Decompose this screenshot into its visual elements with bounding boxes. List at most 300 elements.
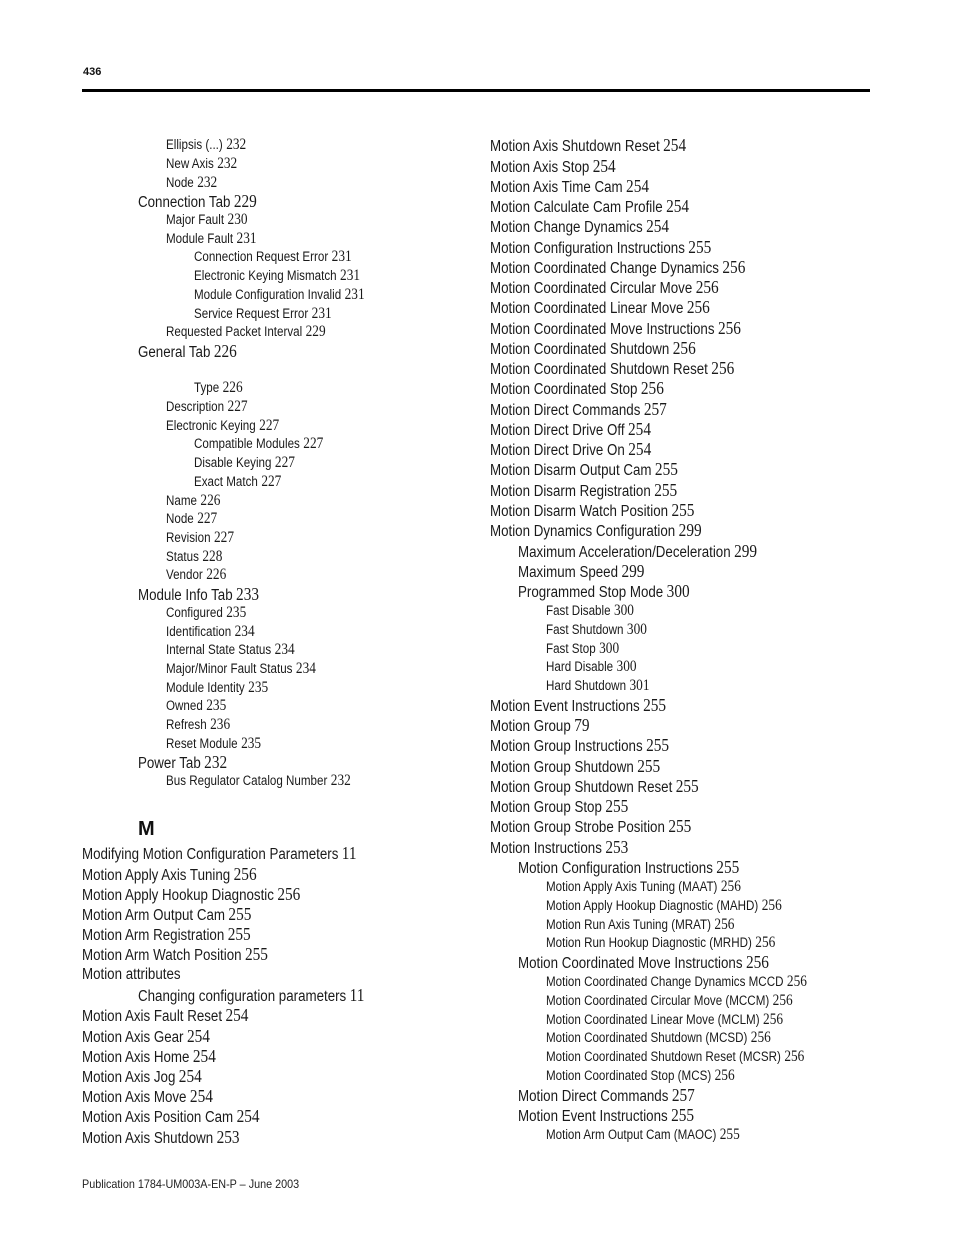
index-page-number: 227	[227, 398, 248, 415]
right-index-entry	[518, 563, 644, 581]
index-term: Motion Coordinated Circular Move (MCCM)	[546, 993, 770, 1008]
index-page-number: 256	[720, 878, 741, 895]
index-page-number: 256	[233, 864, 257, 884]
index-term: Motion Arm Output Cam (MAOC)	[546, 1127, 717, 1142]
index-page-number: 228	[202, 548, 223, 565]
index-term: Motion Coordinated Change Dynamics	[490, 260, 719, 277]
index-term: Motion Coordinated Shutdown Reset	[490, 361, 708, 378]
index-term: Node	[166, 511, 194, 526]
index-page-number: 256	[786, 973, 807, 990]
index-term: General Tab	[138, 344, 211, 361]
publication-footer: Publication 1784-UM003A-EN-P – June 2003	[82, 1177, 300, 1191]
index-term: Motion Coordinated Circular Move	[490, 280, 693, 297]
index-page-number: 256	[717, 318, 741, 338]
index-term: Electronic Keying	[166, 418, 256, 433]
right-index-entry	[490, 218, 669, 236]
index-term: Connection Tab	[138, 194, 231, 211]
index-page-number: 11	[341, 843, 357, 863]
index-term: Motion Axis Shutdown Reset	[490, 138, 660, 155]
index-page-number: 254	[186, 1026, 210, 1046]
left-index-entry	[82, 926, 251, 944]
left-index-entry	[82, 845, 357, 863]
right-index-entry	[490, 778, 699, 796]
index-page-number: 227	[259, 417, 280, 434]
left-index-entry	[166, 661, 316, 677]
index-term: Motion Run Hookup Diagnostic (MRHD)	[546, 935, 752, 950]
index-page-number: 300	[626, 621, 647, 638]
index-page-number: 257	[643, 399, 667, 419]
left-index-entry	[82, 1108, 260, 1126]
index-page-number: 226	[213, 341, 237, 361]
index-page-number: 255	[719, 1126, 740, 1143]
left-index-entry	[166, 324, 326, 340]
right-index-entry	[490, 340, 696, 358]
index-page-number: 235	[241, 735, 262, 752]
right-index-entry	[546, 1030, 771, 1046]
index-page-number: 255	[637, 756, 661, 776]
right-index-entry	[546, 641, 619, 657]
left-index-entry	[82, 1007, 248, 1025]
index-term: Type	[194, 380, 220, 395]
right-index-entry	[490, 158, 616, 176]
index-page-number: 254	[192, 1046, 216, 1066]
index-term: Motion Group	[490, 718, 571, 735]
index-term: Motion Group Shutdown	[490, 759, 634, 776]
left-index-entry	[166, 642, 295, 658]
right-index-entry	[490, 758, 660, 776]
left-index-entry	[194, 268, 360, 284]
index-term: Motion Instructions	[490, 840, 602, 857]
index-term: Vendor	[166, 567, 203, 582]
right-index-entry	[546, 603, 634, 619]
index-page-number: 231	[236, 230, 257, 247]
left-index-entry	[194, 306, 332, 322]
index-term: Motion Group Instructions	[490, 738, 643, 755]
index-term: Fast Shutdown	[546, 622, 624, 637]
index-page-number: 256	[750, 1029, 771, 1046]
index-page-number: 254	[663, 135, 687, 155]
index-term: Motion Apply Hookup Diagnostic	[82, 887, 274, 904]
index-page-number: 255	[675, 776, 699, 796]
index-page-number: 231	[344, 286, 365, 303]
index-page-number: 227	[197, 510, 218, 527]
index-page-number: 300	[613, 602, 634, 619]
index-page-number: 236	[210, 716, 231, 733]
index-term: Motion Disarm Registration	[490, 483, 651, 500]
right-index-entry	[518, 954, 769, 972]
left-index-entry	[166, 680, 268, 696]
left-index-entry	[194, 249, 352, 265]
index-term: Modifying Motion Configuration Parameters	[82, 846, 339, 863]
index-page-number: 300	[616, 658, 637, 675]
index-page-number: 234	[295, 660, 316, 677]
right-index-entry	[490, 502, 694, 520]
index-term: Description	[166, 399, 225, 414]
index-page-number: 255	[654, 459, 678, 479]
index-page-number: 232	[330, 772, 351, 789]
left-index-entry	[194, 287, 365, 303]
index-term: Motion Direct Commands	[518, 1088, 669, 1105]
left-index-entry	[138, 193, 257, 211]
index-term: Motion Event Instructions	[490, 698, 640, 715]
index-term: Motion Coordinated Linear Move (MCLM)	[546, 1012, 760, 1027]
index-page-number: 255	[646, 735, 670, 755]
index-term: Disable Keying	[194, 455, 272, 470]
index-page-number: 254	[628, 419, 651, 439]
index-term: Module Fault	[166, 231, 234, 246]
index-page-number: 299	[678, 520, 702, 540]
index-page-number: 255	[668, 816, 692, 836]
index-page-number: 254	[626, 176, 650, 196]
index-term: Motion Calculate Cam Profile	[490, 199, 663, 216]
left-index-entry	[82, 886, 300, 904]
index-page-number: 255	[671, 1105, 695, 1125]
index-term: Identification	[166, 624, 232, 639]
index-page-number: 235	[226, 604, 247, 621]
index-term: Hard Disable	[546, 659, 614, 674]
index-term: Maximum Acceleration/Deceleration	[518, 544, 731, 561]
left-index-entry	[138, 987, 364, 1005]
index-page-number: 254	[628, 439, 652, 459]
index-page-number: 254	[236, 1106, 260, 1126]
index-page-number: 254	[225, 1005, 249, 1025]
index-term: Motion Coordinated Change Dynamics MCCD	[546, 974, 784, 989]
index-page-number: 255	[716, 857, 740, 877]
index-page-number: 235	[248, 679, 269, 696]
index-page-number: 300	[599, 640, 620, 657]
index-page-number: 257	[671, 1085, 695, 1105]
left-index-entry	[166, 175, 217, 191]
index-term: Motion Coordinated Shutdown Reset (MCSR)	[546, 1049, 781, 1064]
index-page-number: 230	[227, 211, 248, 228]
index-term: Motion Axis Shutdown	[82, 1130, 214, 1147]
index-term: Motion Group Stop	[490, 799, 602, 816]
right-index-entry	[490, 299, 710, 317]
index-page-number: 256	[784, 1048, 805, 1065]
left-index-entry	[166, 698, 226, 714]
right-index-entry	[490, 461, 678, 479]
left-index-entry	[166, 493, 220, 509]
index-term: Motion Coordinated Move Instructions	[490, 321, 715, 338]
left-index-entry	[82, 906, 251, 924]
index-page-number: 255	[671, 500, 695, 520]
index-page-number: 254	[666, 196, 690, 216]
index-term: New Axis	[166, 156, 214, 171]
index-term: Connection Request Error	[194, 249, 329, 264]
index-term: Module Info Tab	[138, 587, 233, 604]
left-index-entry	[166, 624, 255, 640]
index-term: Motion Axis Move	[82, 1089, 187, 1106]
left-index-entry	[82, 1048, 216, 1066]
index-term: Motion Axis Stop	[490, 159, 590, 176]
left-index-entry	[166, 717, 230, 733]
page-number: 436	[83, 66, 102, 78]
right-index-entry	[490, 360, 734, 378]
index-term: Motion Coordinated Shutdown	[490, 341, 670, 358]
index-term: Motion Apply Hookup Diagnostic (MAHD)	[546, 898, 759, 913]
left-index-entry	[166, 736, 261, 752]
index-page-number: 226	[206, 566, 227, 583]
index-page-number: 232	[197, 174, 218, 191]
left-index-entry	[194, 436, 323, 452]
left-index-entry	[166, 567, 226, 583]
index-term: Changing configuration parameters	[138, 988, 347, 1005]
index-page-number: 256	[711, 358, 735, 378]
index-page-number: 229	[305, 323, 326, 340]
index-term: Motion Disarm Watch Position	[490, 503, 669, 520]
index-term: Revision	[166, 530, 211, 545]
left-index-entry	[166, 156, 237, 172]
index-term: Motion Arm Registration	[82, 927, 225, 944]
index-term: Motion Axis Time Cam	[490, 179, 623, 196]
index-term: Motion Coordinated Move Instructions	[518, 955, 743, 972]
right-index-entry	[518, 543, 757, 561]
left-index-entry	[82, 1129, 240, 1147]
index-term: Motion Configuration Instructions	[518, 860, 713, 877]
left-index-entry	[166, 212, 248, 228]
index-page-number: 253	[216, 1127, 240, 1147]
index-page-number: 231	[340, 267, 361, 284]
index-term: Name	[166, 493, 197, 508]
index-page-number: 256	[772, 992, 793, 1009]
index-term: Motion Axis Jog	[82, 1069, 176, 1086]
index-page-number: 254	[646, 216, 670, 236]
index-term: Motion Event Instructions	[518, 1108, 668, 1125]
right-index-entry	[490, 717, 590, 735]
index-term: Service Request Error	[194, 306, 309, 321]
index-page-number: 232	[217, 155, 238, 172]
index-page-number: 300	[666, 581, 690, 601]
header-rule	[82, 89, 870, 92]
index-page-number: 227	[261, 473, 282, 490]
index-term: Configured	[166, 605, 223, 620]
index-term: Fast Disable	[546, 603, 611, 618]
right-index-entry	[518, 583, 690, 601]
index-term: Motion Disarm Output Cam	[490, 462, 652, 479]
index-term: Motion Group Shutdown Reset	[490, 779, 673, 796]
index-term: Internal State Status	[166, 642, 272, 657]
index-page-number: 256	[722, 257, 746, 277]
index-page-number: 11	[349, 985, 365, 1005]
right-index-entry	[518, 1087, 695, 1105]
index-term: Status	[166, 549, 199, 564]
index-page-number: 227	[274, 454, 295, 471]
index-page-number: 231	[311, 305, 332, 322]
index-term: Owned	[166, 698, 203, 713]
right-index-entry	[546, 678, 649, 694]
index-page-number: 255	[228, 904, 252, 924]
right-index-entry	[490, 198, 689, 216]
left-index-entry	[166, 605, 246, 621]
index-page-number: 234	[274, 641, 295, 658]
left-index-entry	[166, 137, 246, 153]
index-page-number: 231	[331, 248, 352, 265]
index-page-number: 233	[236, 584, 260, 604]
right-index-entry	[490, 178, 649, 196]
right-index-entry	[546, 1068, 735, 1084]
index-term: Motion Arm Watch Position	[82, 947, 242, 964]
right-index-entry	[490, 441, 651, 459]
index-page-number: 256	[745, 952, 769, 972]
right-index-entry	[546, 622, 647, 638]
index-term: Motion Configuration Instructions	[490, 240, 685, 257]
index-term: Module Identity	[166, 680, 245, 695]
index-page-number: 256	[755, 934, 776, 951]
index-page-number: 299	[734, 541, 758, 561]
left-index-entry	[138, 586, 259, 604]
right-index-entry	[490, 401, 667, 419]
right-index-entry	[546, 1049, 804, 1065]
right-index-entry	[490, 421, 651, 439]
index-page-number: 227	[303, 435, 324, 452]
right-index-entry	[546, 1127, 740, 1143]
index-page-number: 232	[204, 752, 228, 772]
right-index-entry	[518, 859, 739, 877]
index-term: Exact Match	[194, 474, 258, 489]
left-index-entry	[194, 474, 281, 490]
index-term: Refresh	[166, 717, 207, 732]
index-page-number: 255	[605, 796, 629, 816]
left-index-entry	[166, 549, 222, 565]
index-term: Requested Packet Interval	[166, 324, 303, 339]
index-page-number: 256	[763, 1011, 784, 1028]
right-index-entry	[518, 1107, 694, 1125]
index-term: Node	[166, 175, 194, 190]
right-index-entry	[490, 259, 745, 277]
index-term: Ellipsis (...)	[166, 137, 223, 152]
index-term: Motion Coordinated Stop (MCS)	[546, 1068, 712, 1083]
index-page-number: 255	[244, 944, 268, 964]
index-term: Reset Module	[166, 736, 238, 751]
index-page-number: 254	[592, 156, 616, 176]
index-term: Motion Change Dynamics	[490, 219, 643, 236]
index-page-number: 232	[226, 136, 247, 153]
index-page-number: 256	[686, 297, 710, 317]
index-term: Major/Minor Fault Status	[166, 661, 293, 676]
index-page-number: 255	[227, 924, 251, 944]
right-index-entry	[546, 879, 741, 895]
index-page-number: 256	[277, 884, 301, 904]
index-page-number: 254	[189, 1086, 213, 1106]
right-index-entry	[546, 974, 807, 990]
right-index-entry	[546, 935, 775, 951]
index-term: Motion Axis Position Cam	[82, 1109, 234, 1126]
right-index-entry	[490, 482, 677, 500]
left-index-entry	[82, 1068, 202, 1086]
left-index-entry	[194, 380, 243, 396]
right-index-entry	[490, 320, 741, 338]
right-index-entry	[490, 239, 711, 257]
index-term: Compatible Modules	[194, 436, 300, 451]
right-index-entry	[546, 917, 734, 933]
index-term: Motion Direct Drive On	[490, 442, 625, 459]
index-page-number: 226	[200, 492, 221, 509]
right-index-entry	[490, 839, 628, 857]
index-term: Motion Apply Axis Tuning	[82, 867, 231, 884]
right-index-entry	[546, 993, 793, 1009]
index-term: Motion Axis Gear	[82, 1029, 184, 1046]
index-page-number: 235	[206, 697, 227, 714]
index-term: Programmed Stop Mode	[518, 584, 664, 601]
index-term: Bus Regulator Catalog Number	[166, 773, 328, 788]
left-index-entry	[166, 773, 351, 789]
index-term: Motion Coordinated Stop	[490, 381, 638, 398]
index-page-number: 299	[621, 561, 645, 581]
right-index-entry	[490, 522, 702, 540]
right-index-entry	[546, 898, 782, 914]
index-term: Motion Direct Drive Off	[490, 422, 625, 439]
index-page-number: 229	[233, 191, 257, 211]
index-term: Fast Stop	[546, 641, 596, 656]
left-index-entry	[194, 455, 295, 471]
right-index-entry	[546, 1012, 783, 1028]
index-page-number: 256	[695, 277, 719, 297]
index-term: Maximum Speed	[518, 564, 619, 581]
index-page-number: 256	[714, 916, 735, 933]
right-index-entry	[490, 818, 691, 836]
left-index-entry	[166, 530, 234, 546]
index-term: Motion Apply Axis Tuning (MAAT)	[546, 879, 718, 894]
left-index-entry	[82, 1028, 210, 1046]
left-index-entry	[166, 399, 248, 415]
index-page-number: 226	[222, 379, 243, 396]
right-index-entry	[490, 737, 669, 755]
index-page-number: 256	[761, 897, 782, 914]
left-index-entry	[166, 418, 279, 434]
index-term: Major Fault	[166, 212, 225, 227]
section-letter-heading: M	[138, 818, 155, 840]
index-term: Power Tab	[138, 755, 201, 772]
index-term: Motion Arm Output Cam	[82, 907, 225, 924]
left-index-entry	[138, 754, 227, 772]
index-page-number: 301	[629, 677, 650, 694]
index-page-number: 234	[234, 623, 255, 640]
index-term: Motion Coordinated Linear Move	[490, 300, 684, 317]
index-term: Motion Coordinated Shutdown (MCSD)	[546, 1030, 748, 1045]
right-index-entry	[490, 380, 664, 398]
index-page-number: 254	[178, 1066, 202, 1086]
index-term: Motion Direct Commands	[490, 402, 641, 419]
index-page-number: 255	[688, 237, 712, 257]
right-index-entry	[546, 659, 637, 675]
index-term: Motion Axis Home	[82, 1049, 190, 1066]
index-page-number: 256	[714, 1067, 735, 1084]
right-index-entry	[490, 798, 628, 816]
index-term: Hard Shutdown	[546, 678, 627, 693]
index-page-number: 79	[574, 715, 590, 735]
right-index-entry	[490, 697, 666, 715]
index-term: Motion attributes	[82, 966, 181, 983]
index-term: Motion Run Axis Tuning (MRAT)	[546, 917, 711, 932]
right-index-entry	[490, 279, 719, 297]
index-term: Motion Axis Fault Reset	[82, 1008, 223, 1025]
left-index-entry	[82, 866, 257, 884]
index-page-number: 256	[640, 378, 664, 398]
index-term: Module Configuration Invalid	[194, 287, 342, 302]
index-page-number: 255	[654, 480, 678, 500]
index-page-number: 227	[213, 529, 234, 546]
index-page-number: 255	[643, 695, 667, 715]
index-term: Motion Dynamics Configuration	[490, 523, 676, 540]
left-index-entry	[166, 231, 257, 247]
left-index-entry	[138, 343, 237, 361]
index-term: Electronic Keying Mismatch	[194, 268, 337, 283]
index-page-number: 256	[672, 338, 696, 358]
left-index-entry	[82, 946, 268, 964]
left-index-entry	[166, 511, 217, 527]
left-index-entry	[82, 1088, 213, 1106]
right-index-entry	[490, 137, 686, 155]
